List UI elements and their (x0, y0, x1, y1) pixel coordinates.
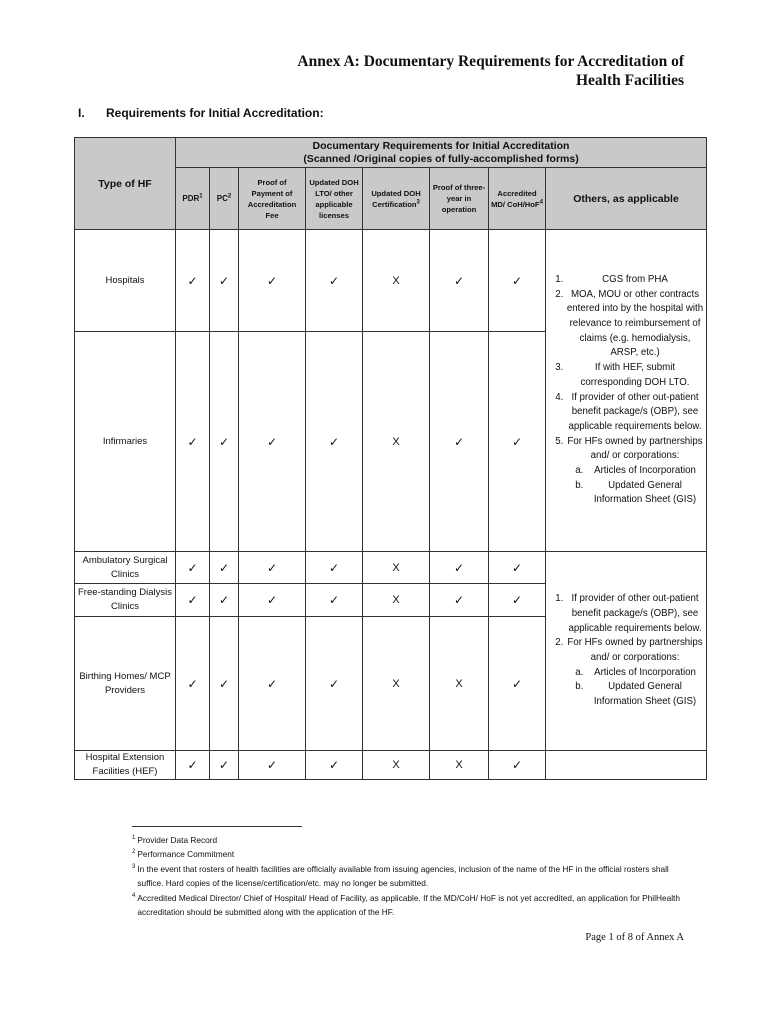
mark-cell: ✓ (239, 584, 306, 617)
section-title: Requirements for Initial Accreditation: (106, 106, 324, 120)
row-type-free-standing-dialysis-clinics: Free-standing Dialysis Clinics (75, 584, 176, 617)
footnote-separator (132, 826, 302, 827)
table-row (75, 751, 707, 780)
mark-cell: ✓ (430, 230, 489, 332)
mark-cell: X (363, 552, 430, 584)
row-type-hospital-extension-facilities: Hospital Extension Facilities (HEF) (75, 751, 176, 780)
mark-cell: X (363, 751, 430, 780)
mark-cell: ✓ (489, 617, 546, 751)
mark-cell: ✓ (176, 617, 210, 751)
mark-cell: X (363, 332, 430, 552)
list-item: 1. If provider of other out-patient benefit package/s (OBP), see applicable requirements below. (566, 592, 704, 636)
mark-cell: ✓ (306, 552, 363, 584)
mark-cell: ✓ (306, 230, 363, 332)
others-sublist (566, 666, 704, 710)
mark-cell: ✓ (210, 332, 239, 552)
mark-cell: ✓ (489, 332, 546, 552)
col-header-others: Others, as applicable (546, 168, 707, 230)
requirements-table (74, 137, 707, 780)
footnote: 1 Provider Data Record (132, 835, 218, 845)
table-row (75, 230, 707, 332)
list-item: b. Updated General Information Sheet (GIS) (586, 479, 704, 508)
table-caption-row (75, 138, 707, 168)
caption-line-1: Documentary Requirements for Initial Accreditation (312, 139, 570, 152)
mark-cell: X (430, 751, 489, 780)
row-type-ambulatory-surgical-clinics: Ambulatory Surgical Clinics (75, 552, 176, 584)
list-item: 3. If with HEF, submit corresponding DOH LTO. (566, 361, 704, 390)
col-header-pdr: PDR$^1$ (176, 168, 210, 230)
mark-cell: ✓ (489, 584, 546, 617)
mark-cell: ✓ (306, 584, 363, 617)
list-item: a. Articles of Incorporation (586, 666, 704, 681)
title-line-1: Annex A: Documentary Requirements for Accreditation of (297, 53, 684, 70)
mark-cell: ✓ (210, 617, 239, 751)
footnote: 3 In the event that rosters of health facilities are officially available from issuing agencies, inclusion of the name of the HF in the official rosters shall suffice. Hard copies of the license/certification/etc. may no longer be submitted. (132, 863, 669, 889)
mark-cell: ✓ (176, 332, 210, 552)
list-item: 5. For HFs owned by partnerships and/ or corporations: a. Articles of Incorporation b. Updated General Information Sheet (GIS) (566, 435, 704, 509)
list-item: a. Articles of Incorporation (586, 464, 704, 479)
row-type-birthing-homes: Birthing Homes/ MCP Providers (75, 617, 176, 751)
mark-cell: ✓ (210, 751, 239, 780)
mark-cell: ✓ (239, 552, 306, 584)
mark-cell: ✓ (430, 584, 489, 617)
row-type-hospitals: Hospitals (75, 230, 176, 332)
others-sublist (566, 464, 704, 508)
mark-cell: ✓ (176, 584, 210, 617)
document-title (297, 52, 684, 90)
col-header-pc: $PC^2$ (210, 168, 239, 230)
page-number-footer: Page 1 of 8 of Annex A (585, 932, 684, 943)
others-list (548, 592, 704, 710)
table-caption (176, 138, 707, 168)
row-type-infirmaries: Infirmaries (75, 332, 176, 552)
others-list (548, 273, 704, 508)
title-line-2: Health Facilities (575, 72, 684, 89)
list-item: 4. If provider of other out-patient benefit package/s (OBP), see applicable requirements below. (566, 391, 704, 435)
mark-cell: ✓ (176, 552, 210, 584)
type-of-hf-header: Type of HF (75, 138, 176, 230)
mark-cell: ✓ (489, 230, 546, 332)
mark-cell: ✓ (210, 230, 239, 332)
mark-cell: X (430, 617, 489, 751)
mark-cell: ✓ (306, 332, 363, 552)
mark-cell: X (363, 230, 430, 332)
mark-cell: ✓ (210, 584, 239, 617)
list-item: 2. For HFs owned by partnerships and/ or corporations: a. Articles of Incorporation b. Updated General Information Sheet (GIS) (566, 636, 704, 710)
list-item: b. Updated General Information Sheet (GIS) (586, 680, 704, 709)
list-item: 2. MOA, MOU or other contracts entered into by the hospital with relevance to reimbursement of claims (e.g. hemodialysis, ARSP, etc.) (566, 288, 704, 362)
mark-cell: X (363, 584, 430, 617)
mark-cell: ✓ (430, 332, 489, 552)
footnote: 4 Accredited Medical Director/ Chief of Hospital/ Head of Facility, as applicable. If the MD/CoH/ HoF is not yet accredited, an application for PhilHealth accreditation should be submitted along with the application of the HF. (132, 892, 680, 918)
col-header-doh-lto: Updated DOH LTO/ other applicable licenses (306, 168, 363, 230)
list-item: 1. CGS from PHA (566, 273, 704, 288)
col-header-accredited-md: Accredited MD/ CoH/HoF$^4$ (489, 168, 546, 230)
section-heading (78, 106, 324, 120)
mark-cell: ✓ (306, 617, 363, 751)
mark-cell: ✓ (210, 552, 239, 584)
mark-cell: ✓ (239, 332, 306, 552)
col-header-three-year-operation: Proof of three-year in operation (430, 168, 489, 230)
mark-cell: ✓ (489, 552, 546, 584)
mark-cell: ✓ (176, 230, 210, 332)
footnote: 2 Performance Commitment (132, 849, 235, 860)
others-requirements-clinics-birthing (546, 552, 707, 751)
mark-cell: ✓ (239, 751, 306, 780)
mark-cell: ✓ (239, 617, 306, 751)
mark-cell: ✓ (306, 751, 363, 780)
mark-cell: ✓ (430, 552, 489, 584)
others-empty-cell (546, 751, 707, 780)
footnotes (132, 833, 692, 919)
mark-cell: ✓ (176, 751, 210, 780)
table-row (75, 552, 707, 584)
mark-cell: X (363, 617, 430, 751)
col-header-proof-of-payment: Proof of Payment of Accreditation Fee (239, 168, 306, 230)
others-requirements-hospitals-infirmaries (546, 230, 707, 552)
section-number: I. (78, 106, 85, 120)
mark-cell: ✓ (489, 751, 546, 780)
caption-line-2: (Scanned /Original copies of fully-accomplished forms) (303, 152, 579, 165)
col-header-doh-certification: Updated DOH Certification$^3$ (363, 168, 430, 230)
mark-cell: ✓ (239, 230, 306, 332)
